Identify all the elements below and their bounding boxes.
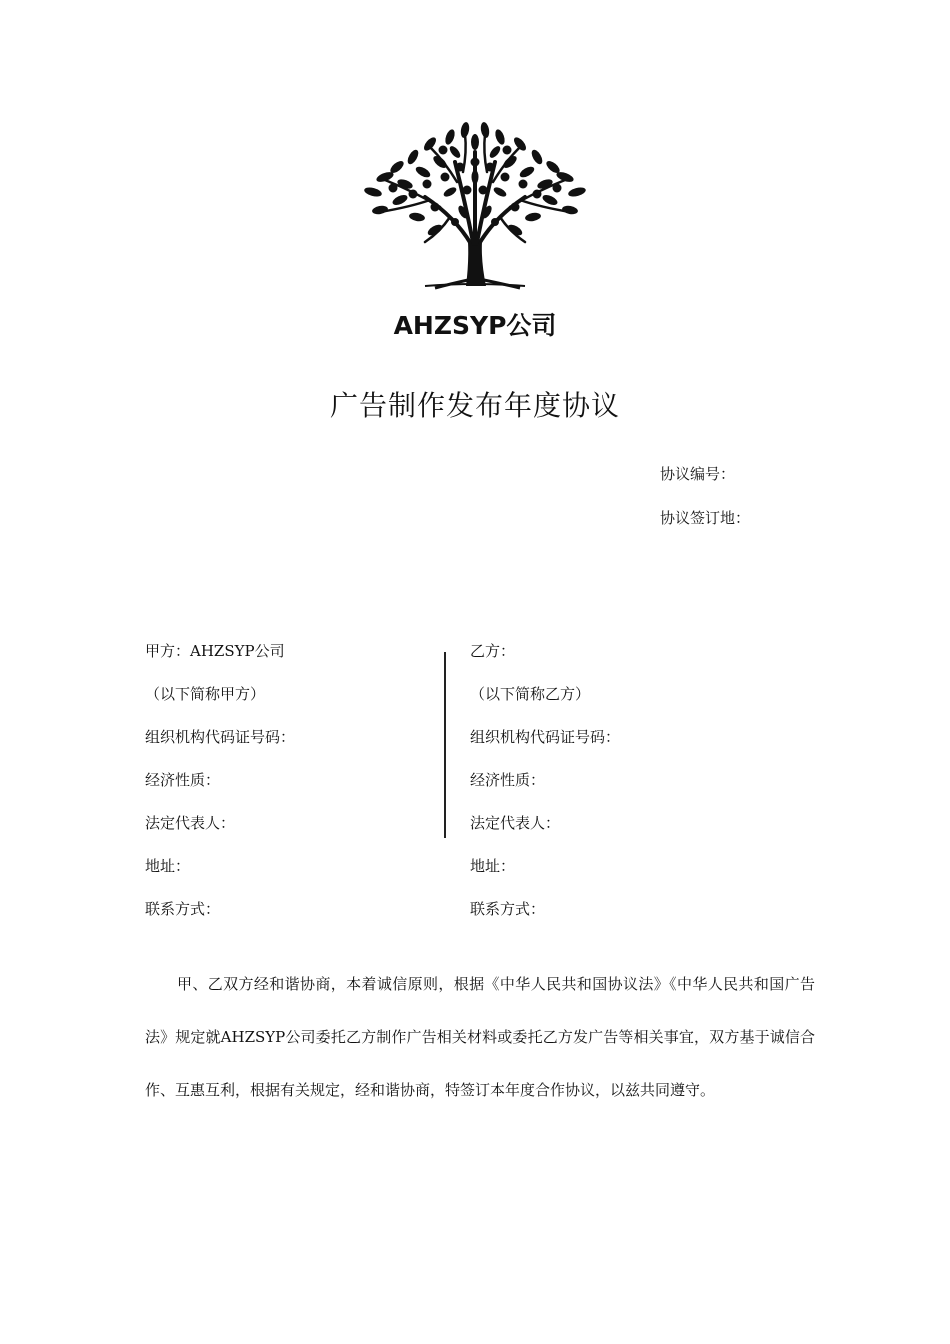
intro-paragraph: 甲、乙双方经和谐协商，本着诚信原则，根据《中华人民共和国协议法》《中华人民共和国广告法》规定就AHZSYP公司委托乙方制作广告相关材料或委托乙方发广告等相关事宜，双方基于诚信合作、互惠互利，根据有关规定，经和谐协商，特签订本年度合作协议，以兹共同遵守。 (145, 975, 815, 1099)
party-b-contact: 联系方式： (470, 900, 546, 918)
agreement-number-label: 协议编号： (660, 465, 736, 483)
party-a-abbr: （以下简称甲方） (145, 685, 266, 703)
page-title: 广告制作发布年度协议 (329, 389, 620, 422)
party-b-section (470, 640, 800, 941)
party-divider (444, 652, 446, 838)
party-a-contact: 联系方式： (145, 900, 221, 918)
tree-logo-icon (355, 122, 595, 297)
party-b-name: 乙方： (470, 642, 516, 660)
party-a-section (145, 640, 435, 941)
company-name: AHZSYP公司 (393, 311, 557, 340)
party-a-org-code: 组织机构代码证号码： (145, 728, 296, 746)
party-a-economic-nature: 经济性质： (145, 771, 221, 789)
party-a-name: 甲方：AHZSYP公司 (145, 642, 285, 660)
party-b-address: 地址： (470, 857, 516, 875)
party-b-economic-nature: 经济性质： (470, 771, 546, 789)
party-b-legal-rep: 法定代表人： (470, 814, 561, 832)
party-a-address: 地址： (145, 857, 191, 875)
signing-place-label: 协议签订地： (660, 509, 751, 527)
party-b-org-code: 组织机构代码证号码： (470, 728, 621, 746)
party-b-abbr: （以下简称乙方） (470, 685, 591, 703)
party-a-legal-rep: 法定代表人： (145, 814, 236, 832)
